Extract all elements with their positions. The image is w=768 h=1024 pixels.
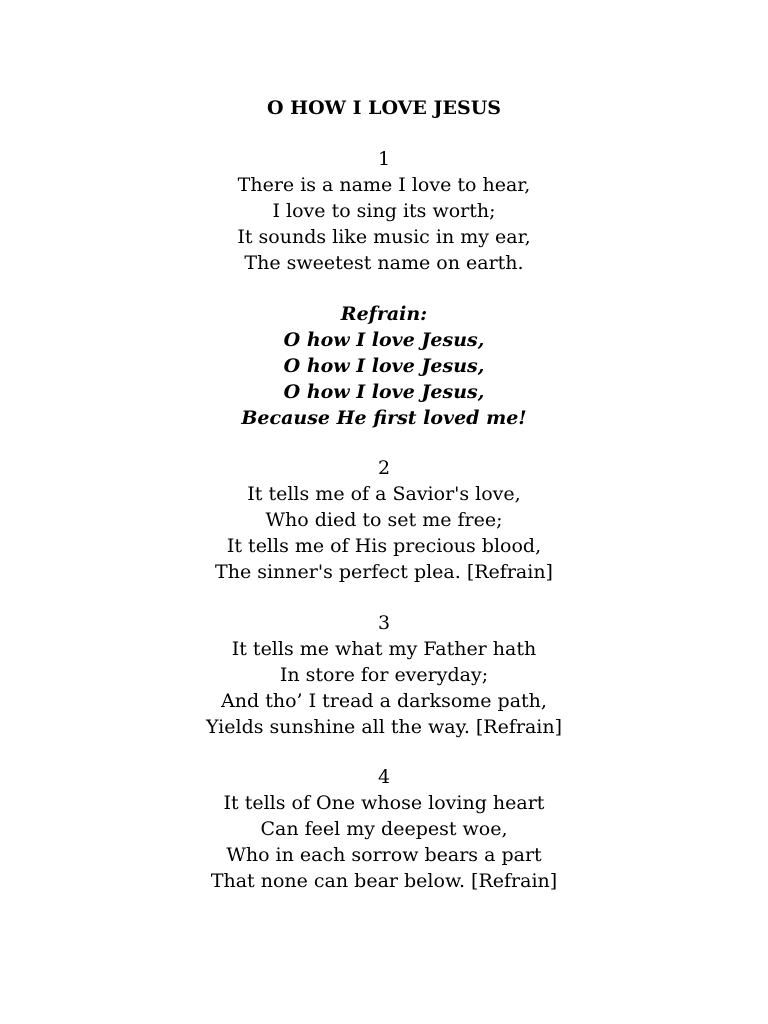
verse-line: There is a name I love to hear, xyxy=(237,174,531,196)
verse-line: Can feel my deepest woe, xyxy=(260,818,508,840)
verse-number: 4 xyxy=(377,766,391,788)
verse-4 xyxy=(0,764,768,894)
refrain xyxy=(0,301,768,431)
refrain-line: O how I love Jesus, xyxy=(283,381,485,403)
verse-line: Yields sunshine all the way. [Refrain] xyxy=(205,716,563,738)
verse-line: It tells me of His precious blood, xyxy=(226,535,542,557)
verse-2 xyxy=(0,455,768,585)
verse-number: 3 xyxy=(377,612,391,634)
verse-3 xyxy=(0,610,768,740)
verse-line: In store for everyday; xyxy=(279,664,489,686)
verse-line: The sweetest name on earth. xyxy=(244,252,524,274)
verse-line: Who died to set me free; xyxy=(265,509,503,531)
verse-line: It tells me what my Father hath xyxy=(231,638,537,660)
verse-number: 1 xyxy=(377,148,391,170)
verse-line: That none can bear below. [Refrain] xyxy=(210,870,558,892)
verse-1 xyxy=(0,146,768,276)
hymn-title: O HOW I LOVE JESUS xyxy=(266,97,502,119)
verse-line: It sounds like music in my ear, xyxy=(237,226,531,248)
refrain-heading: Refrain: xyxy=(340,303,428,325)
refrain-line: Because He first loved me! xyxy=(241,407,527,429)
verse-number: 2 xyxy=(377,457,391,479)
verse-line: It tells of One whose loving heart xyxy=(223,792,545,814)
verse-line: I love to sing its worth; xyxy=(272,200,496,222)
refrain-line: O how I love Jesus, xyxy=(283,329,485,351)
verse-line: Who in each sorrow bears a part xyxy=(226,844,542,866)
verse-line: It tells me of a Savior's love, xyxy=(247,483,521,505)
verse-line: And tho’ I tread a darksome path, xyxy=(221,690,547,712)
verse-line: The sinner's perfect plea. [Refrain] xyxy=(215,561,553,583)
refrain-line: O how I love Jesus, xyxy=(283,355,485,377)
